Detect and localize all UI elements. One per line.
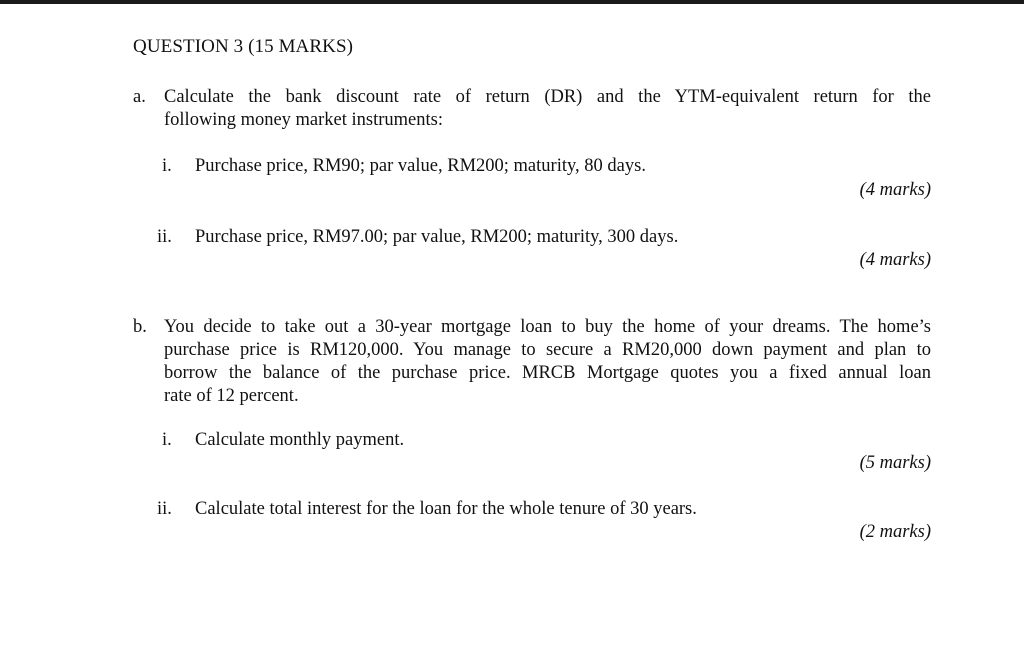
part-a-item-ii-text: Purchase price, RM97.00; par value, RM200; maturity, 300 days.: [195, 227, 679, 247]
part-b-item-ii-label: ii.: [157, 499, 172, 519]
part-a-item-i-marks: (4 marks): [859, 180, 931, 200]
part-a-label: a.: [133, 87, 146, 107]
part-a-line-2: following money market instruments:: [164, 110, 443, 130]
part-b-item-ii-marks: (2 marks): [859, 522, 931, 542]
question-title: QUESTION 3 (15 MARKS): [133, 36, 354, 57]
part-b-line-4: rate of 12 percent.: [164, 386, 299, 406]
part-a-line-1: Calculate the bank discount rate of return (DR) and the YTM-equivalent return for the: [164, 87, 931, 107]
part-a-item-i-label: i.: [162, 156, 172, 176]
part-a-item-ii-label: ii.: [157, 227, 172, 247]
part-b-label: b.: [133, 317, 147, 337]
part-a-item-i-text: Purchase price, RM90; par value, RM200; maturity, 80 days.: [195, 156, 646, 176]
part-a-item-ii-marks: (4 marks): [859, 250, 931, 270]
part-b-line-1: You decide to take out a 30-year mortgage loan to buy the home of your dreams. The home’s: [164, 317, 931, 337]
part-b-line-2: purchase price is RM120,000. You manage to secure a RM20,000 down payment and plan to: [164, 340, 931, 360]
part-b-item-ii-text: Calculate total interest for the loan for the whole tenure of 30 years.: [195, 499, 697, 519]
part-b-item-i-text: Calculate monthly payment.: [195, 430, 405, 450]
part-b-item-i-marks: (5 marks): [859, 453, 931, 473]
part-b-line-3: borrow the balance of the purchase price. MRCB Mortgage quotes you a fixed annual loan: [164, 363, 931, 383]
part-b-item-i-label: i.: [162, 430, 172, 450]
